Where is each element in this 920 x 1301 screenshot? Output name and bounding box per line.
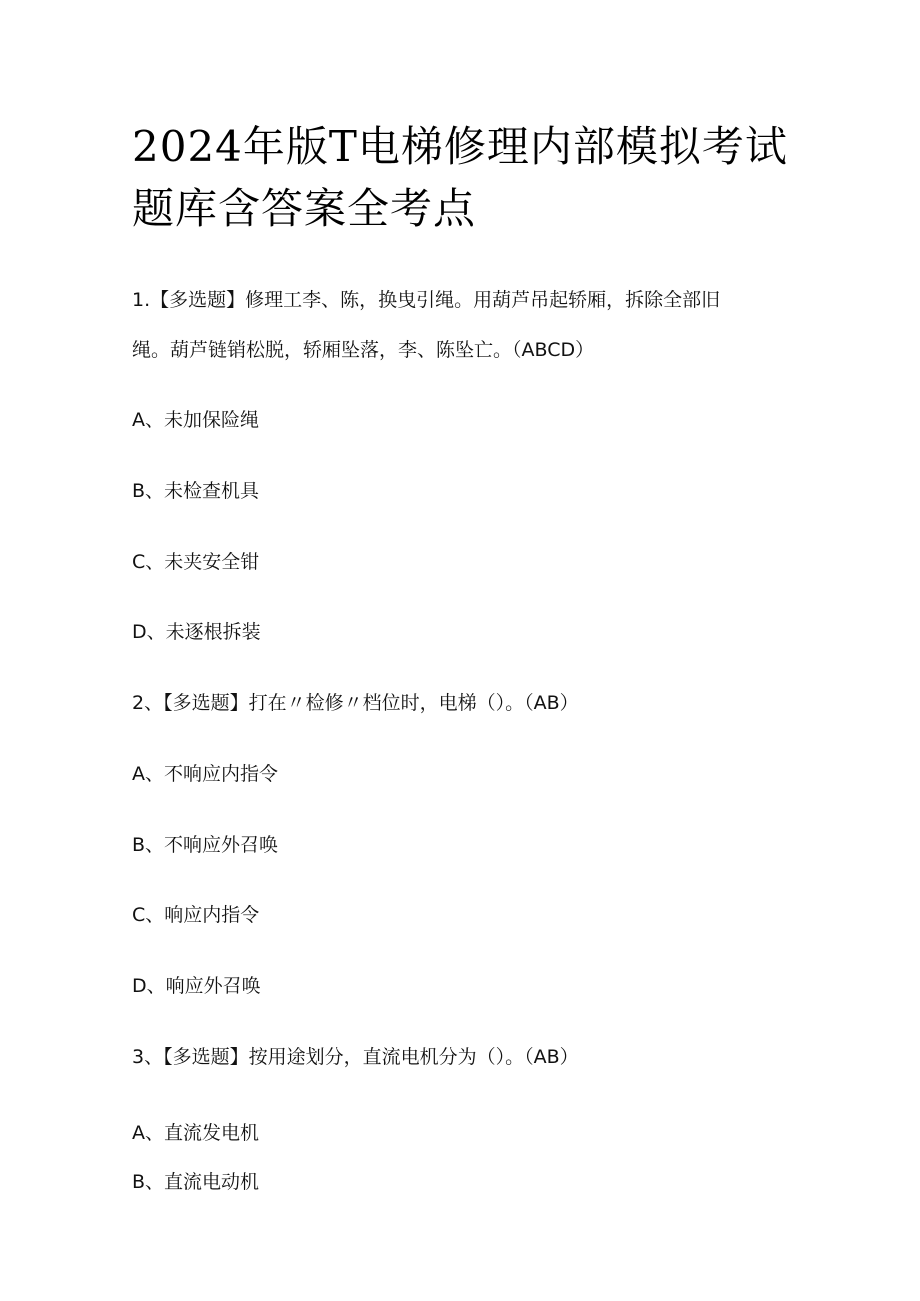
title-line-1: 2024年版T电梯修理内部模拟考试	[132, 122, 788, 171]
question-1-option-d: D、未逐根拆装	[132, 621, 261, 643]
question-2-stem: 2、【多选题】打在〃检修〃档位时，电梯（）。（AB）	[132, 692, 579, 714]
document-title	[132, 116, 812, 240]
question-3-option-b: B、直流电动机	[132, 1171, 260, 1193]
question-2-option-d: D、响应外召唤	[132, 975, 261, 997]
question-1-option-a: A、未加保险绳	[132, 409, 259, 431]
question-2-option-b: B、不响应外召唤	[132, 834, 279, 856]
title-line-2: 题库含答案全考点	[132, 184, 477, 233]
question-2-option-c: C、响应内指令	[132, 904, 260, 926]
question-1-option-c: C、未夹安全钳	[132, 551, 260, 573]
question-3-option-a: A、直流发电机	[132, 1122, 259, 1144]
question-3-stem: 3、【多选题】按用途划分，直流电机分为（）。（AB）	[132, 1046, 579, 1068]
question-1-option-b: B、未检查机具	[132, 480, 260, 502]
question-1-stem-line-1: 1.【多选题】修理工李、陈，换曳引绳。用葫芦吊起轿厢，拆除全部旧	[132, 289, 721, 311]
question-2-option-a: A、不响应内指令	[132, 763, 278, 785]
question-1-stem-line-2: 绳。葫芦链销松脱，轿厢坠落，李、陈坠亡。（ABCD）	[132, 339, 595, 361]
